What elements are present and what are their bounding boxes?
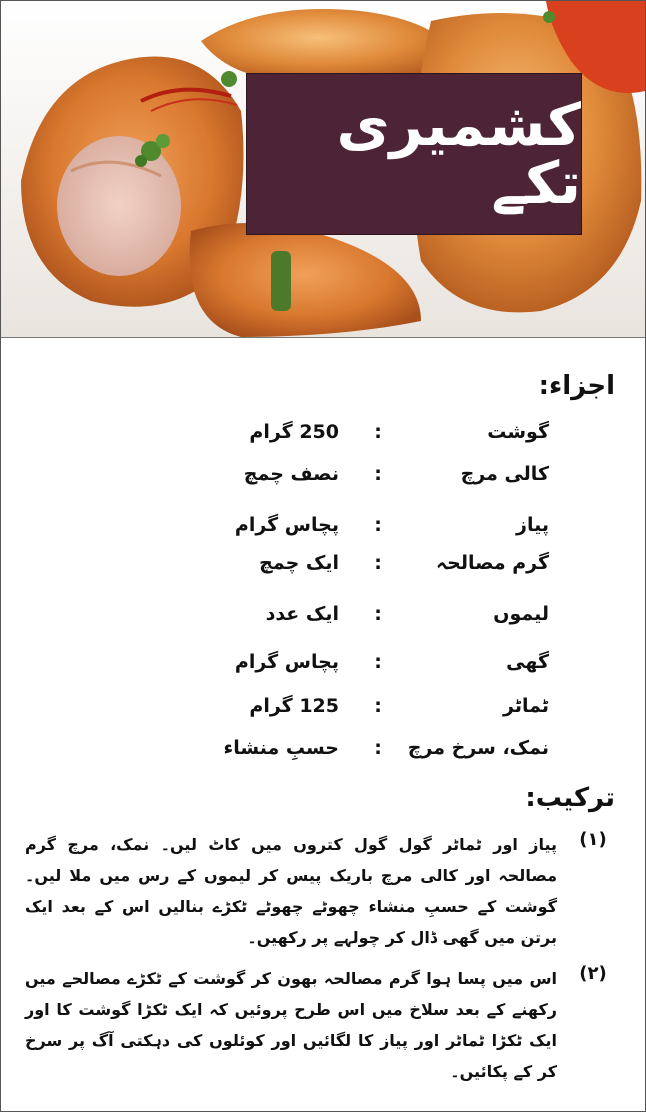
ingredient-name: گوشت [487,421,549,443]
ingredient-name: کالی مرچ [460,463,549,485]
ingredient-quantity: ایک چمچ [259,552,339,574]
ingredient-name: پیاز [516,514,549,536]
ingredient-separator: : [374,603,382,625]
ingredient-row [1,421,645,461]
ingredient-quantity: پچاس گرام [234,651,339,673]
ingredient-name: ٹماٹر [503,695,549,717]
ingredient-name: گرم مصالحہ [436,552,549,574]
ingredient-row [1,695,645,735]
recipe-content [1,337,645,1111]
step-number: (۱) [579,829,607,850]
ingredient-quantity: حسبِ منشاء [223,737,339,759]
step-text: پیاز اور ٹماٹر گول گول کتروں میں کاٹ لیں۔ نمک، مرچ گرم مصالحہ اور کالی مرچ باریک پیس کر لیموں کے رس میں ملا لیں۔ گوشت کے حسبِ منشاء چھوٹے چھوٹے ٹکڑے بنالیں اس کے بعد ایک برتن میں گھی ڈال کر چولہے پر رکھیں۔ [25,835,557,947]
ingredient-row [1,552,645,592]
ingredient-separator: : [374,737,382,759]
step-text: اس میں پسا ہوا گرم مصالحہ بھون کر گوشت کے ٹکڑے مصالحے میں رکھنے کے بعد سلاخ میں اس طرح پروئیں کہ ایک ٹکڑا گوشت کا اور ایک ٹکڑا ٹماٹر اور پیاز کا لگائیں اور کوئلوں کی دہکتی آگ پر سرخ کر کے پکائیں۔ [25,969,557,1081]
hero-image [1,1,645,338]
ingredient-separator: : [374,695,382,717]
title-banner [246,73,582,235]
ingredient-name: لیموں [493,603,549,625]
ingredient-separator: : [374,421,382,443]
ingredient-row [1,651,645,691]
ingredient-row [1,603,645,643]
ingredients-heading: اجزاء: [538,371,615,401]
ingredient-separator: : [374,514,382,536]
ingredient-separator: : [374,651,382,673]
ingredient-quantity: نصف چمچ [243,463,339,485]
step-number: (۲) [579,963,607,984]
ingredient-separator: : [374,552,382,574]
ingredient-quantity: 250 گرام [249,421,339,443]
method-heading: ترکیب: [525,783,615,813]
method-step [23,963,623,1091]
ingredient-quantity: پچاس گرام [234,514,339,536]
ingredient-name: گھی [506,651,549,673]
ingredient-row [1,737,645,777]
ingredient-quantity: 125 گرام [249,695,339,717]
ingredient-row [1,514,645,554]
ingredient-name: نمک، سرخ مرچ [407,737,549,759]
ingredient-row [1,463,645,503]
recipe-title: کشمیری تکے [336,91,581,217]
ingredient-separator: : [374,463,382,485]
ingredient-quantity: ایک عدد [265,603,339,625]
method-step [23,829,623,957]
